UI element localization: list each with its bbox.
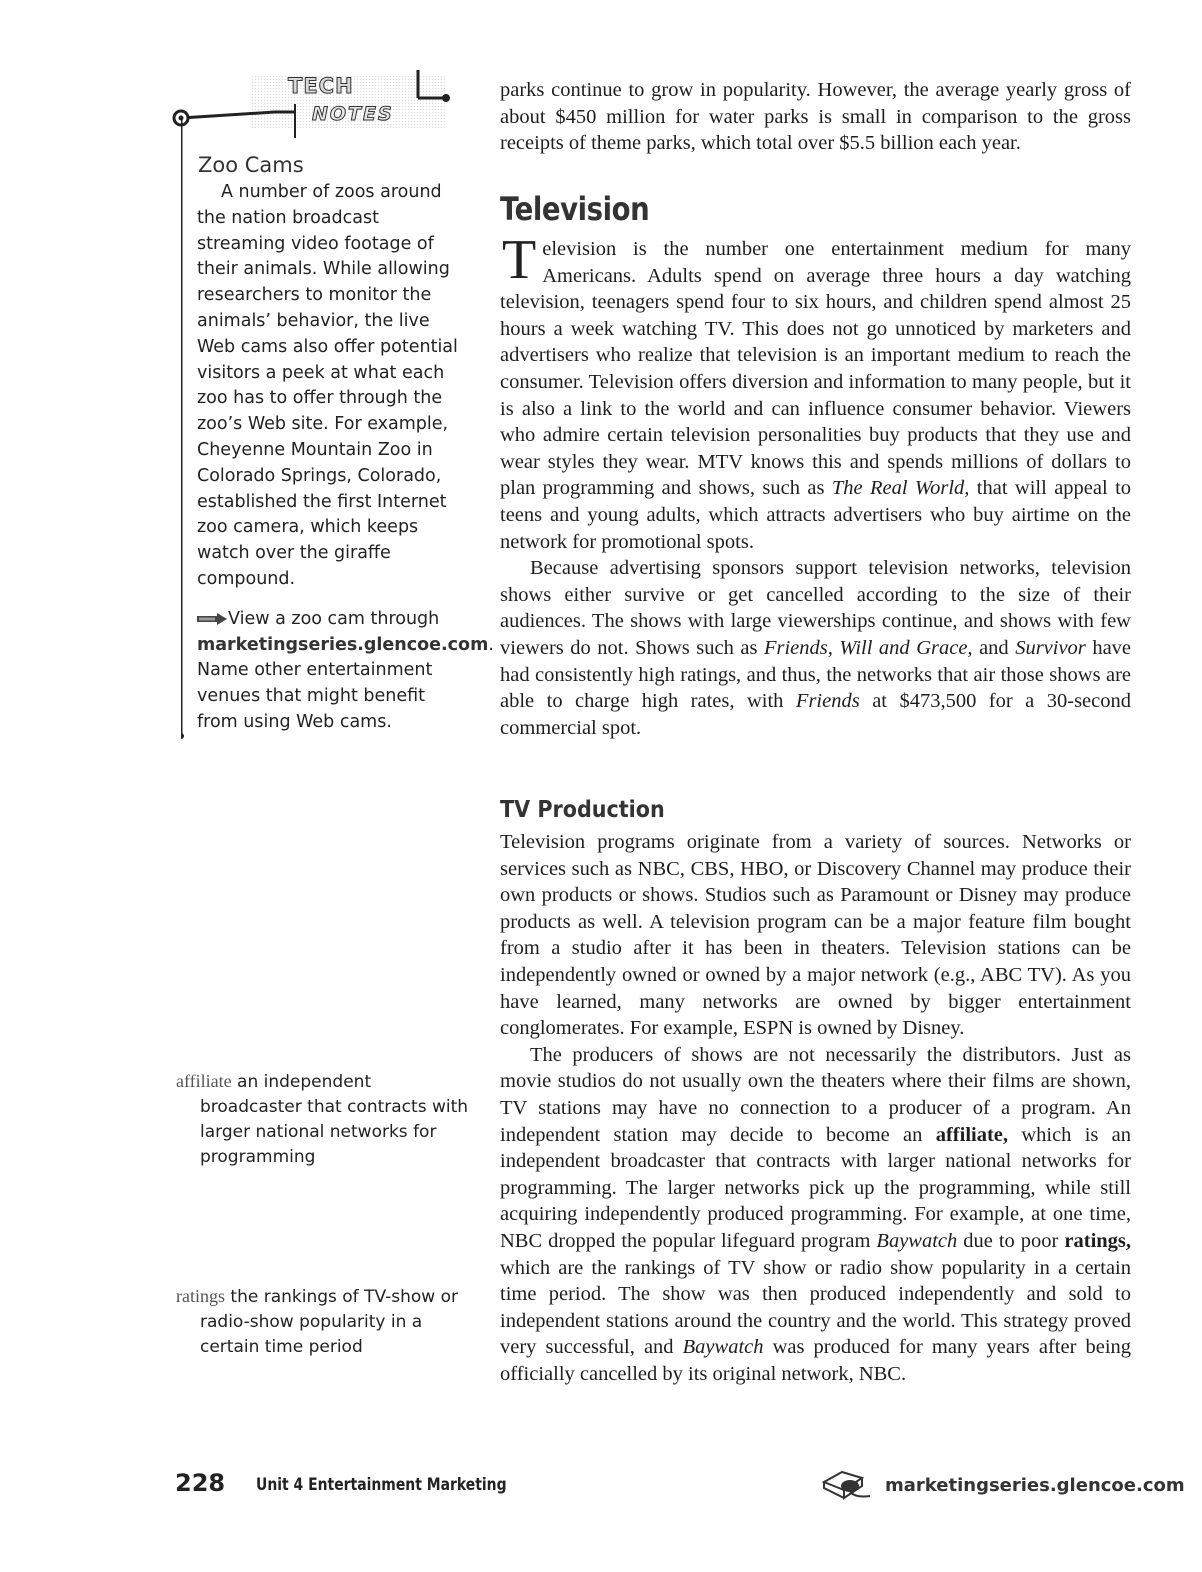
sidebar-heading: Zoo Cams [198, 153, 304, 177]
intro-paragraph: parks continue to grow in popularity. However, the average yearly gross of about $450 million for water parks is small in comparison to the gross receipts of theme parks, which total over $5.5 billion each year. [500, 79, 1131, 155]
glossary-entry-ratings [176, 1284, 472, 1360]
key-term: ratings, [1064, 1229, 1132, 1252]
text-run: was produced for many years after being officially cancelled by its original network, NBC. [500, 1336, 1132, 1385]
television-section [500, 229, 1132, 741]
section-heading: Television [500, 190, 650, 228]
text-run: Because advertising sponsors support television networks, television shows either survive or get cancelled according to the size of their audiences. The shows with large viewerships continue, and shows with few viewers do not. Shows such as [500, 557, 1131, 659]
text-run: due to poor [963, 1229, 1059, 1252]
production-paragraph-1: Television programs originate from a variety of sources. Networks or services such as NBC, CBS, HBO, or Discovery Channel may produce their own products or shows. Studios such as Paramount or Disney may produce products as well. A television program can be a major feature film bought from a studio after it has been in theaters. Television stations can be independently owned or owned by a major network (e.g., ABC TV). As you have learned, many networks are owned by bigger entertainment conglomerates. For example, ESPN is owned by Disney. [500, 831, 1131, 1040]
key-term: affiliate, [935, 1123, 1009, 1146]
sidebar-body [197, 180, 494, 736]
television-paragraph-1 [500, 229, 1132, 555]
unit-label: Unit 4 Entertainment Marketing [256, 1475, 507, 1495]
sidebar-cta [197, 607, 494, 736]
tech-notes-label-top: TECH [288, 74, 354, 98]
text-run: The producers of shows are not necessarily the distributors. Just as movie studios do not usually own the theaters where their films are shown, TV stations may have no connection to a producer of a program. An independent station may decide to become an [500, 1043, 1131, 1146]
text-run: that will appeal to teens and young adults, which attracts advertisers who buy airtime on the network for promotional spots. [500, 477, 1132, 553]
sidebar-paragraph: A number of zoos around the nation broadcast streaming video footage of their animals. While allowing researchers to monitor the animals’ behavior, the live Web cams also offer potential visitors a peek at what each zoo has to offer through the zoo’s Web site. For example, Cheyenne Mountain Zoo in Colorado Springs, Colorado, established the first Internet zoo camera, which keeps watch over the giraffe compound. [197, 182, 458, 589]
glossary-definition: an independent broadcaster that contracts with larger national networks for programming [200, 1072, 469, 1167]
glossary-definition: the rankings of TV-show or radio-show popularity in a certain time period [200, 1287, 458, 1357]
show-title: Friends [795, 690, 860, 713]
show-title: The Real World, [831, 477, 970, 500]
intro-paragraph-block [500, 77, 1131, 157]
text-run: and [979, 636, 1009, 659]
footer-site-link[interactable]: marketingseries.glencoe.com [885, 1475, 1185, 1496]
page-number: 228 [175, 1469, 226, 1497]
glossary-entry-affiliate [176, 1069, 472, 1170]
cta-url-link[interactable]: marketingseries.glencoe.com [197, 634, 489, 655]
tv-production-section [500, 829, 1131, 1387]
computer-mouse-icon [820, 1468, 880, 1502]
show-title: Friends, Will and Grace, [763, 636, 973, 659]
text-run: have had consistently high ratings, and thus, the networks that air those shows are able to charge high rates, with [500, 636, 1132, 713]
text-run: at $473,500 for a 30-second commercial spot. [500, 690, 1132, 739]
text-run: elevision is the number one entertainment medium for many Americans. Adults spend on average three hours a day watching television, teenagers spend four to six hours, and children spend almost 25 hours a week watching TV. This does not go unnoticed by marketers and advertisers who realize that television is an important medium to reach the consumer. Television offers diversion and information to many people, but it is also a link to the world and can influence consumer behavior. Viewers who admire certain television personalities buy products that they use and wear styles they wear. MTV knows this and spends millions of dollars to plan programming and shows, such as [500, 238, 1131, 500]
text-run: which are the rankings of TV show or radio show popularity in a certain time period. The show was then produced independently and sold to independent stations around the country and the world. This strategy proved very successful, and [500, 1256, 1131, 1359]
arrow-right-icon [197, 613, 227, 625]
show-title: Baywatch [876, 1229, 958, 1252]
subheading-tv-production: TV Production [500, 797, 665, 823]
television-paragraph-2 [500, 555, 1131, 741]
production-paragraph-2 [500, 1042, 1131, 1388]
cta-suffix: . Name other entertainment venues that might benefit from using Web cams. [197, 634, 494, 732]
glossary-term: ratings [176, 1286, 225, 1306]
glossary-term: affiliate [176, 1071, 232, 1091]
cta-prefix: View a zoo cam through [228, 608, 440, 629]
drop-cap: T [502, 229, 537, 291]
tech-notes-label-bottom: NOTES [312, 103, 394, 125]
text-run: which is an independent broadcaster that contracts with larger national networks for programming. The larger networks pick up the programming, while still acquiring independently produced programming. For example, at one time, NBC dropped the popular lifeguard program [500, 1123, 1132, 1252]
show-title: Baywatch [682, 1336, 764, 1359]
show-title: Survivor [1015, 636, 1086, 659]
